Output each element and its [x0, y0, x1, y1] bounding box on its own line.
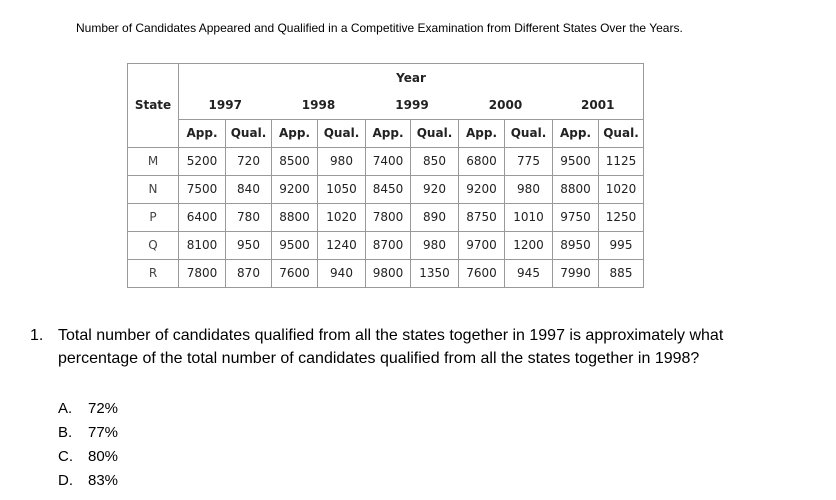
qualified-cell: 950 — [226, 232, 272, 260]
appeared-cell: 8450 — [366, 176, 411, 204]
year-2001-header: 2001 — [553, 92, 644, 120]
appeared-cell: 9500 — [553, 148, 599, 176]
option-text: 72% — [88, 400, 119, 417]
appeared-cell: 5200 — [179, 148, 226, 176]
year-header: Year — [179, 64, 644, 93]
table-header-year-row — [128, 64, 644, 93]
sub-header-qual: Qual. — [226, 120, 272, 148]
qualified-cell: 890 — [411, 204, 459, 232]
state-cell: Q — [128, 232, 179, 260]
qualified-cell: 1010 — [505, 204, 553, 232]
year-1999-header: 1999 — [395, 98, 429, 112]
appeared-cell: 9200 — [272, 176, 318, 204]
option-text: 80% — [88, 448, 119, 465]
qualified-cell: 1240 — [318, 232, 366, 260]
option-letter: D. — [58, 472, 73, 489]
option-d[interactable] — [58, 469, 118, 493]
qualified-cell: 980 — [411, 232, 459, 260]
year-1998-header: 1998 — [301, 98, 336, 112]
qualified-cell: 1350 — [411, 260, 459, 288]
state-cell: P — [128, 204, 179, 232]
qualified-cell: 1200 — [505, 232, 553, 260]
appeared-cell: 6400 — [179, 204, 226, 232]
page-title: Number of Candidates Appeared and Qualified in a Competitive Examination from Different States Over the Years. — [76, 21, 683, 35]
state-header-blank — [128, 64, 179, 93]
qualified-cell: 945 — [505, 260, 553, 288]
appeared-cell: 8100 — [179, 232, 226, 260]
option-b[interactable] — [58, 421, 118, 445]
appeared-cell: 7600 — [459, 260, 505, 288]
qualified-cell: 995 — [599, 232, 644, 260]
appeared-cell: 9800 — [366, 260, 411, 288]
table-row — [128, 176, 644, 204]
state-cell: N — [128, 176, 179, 204]
appeared-cell: 9500 — [272, 232, 318, 260]
appeared-cell: 8750 — [459, 204, 505, 232]
table-row — [128, 260, 644, 288]
sub-header-qual: Qual. — [599, 120, 644, 148]
appeared-cell: 7800 — [366, 204, 411, 232]
state-header: State — [128, 92, 179, 120]
appeared-cell: 9200 — [459, 176, 505, 204]
appeared-cell: 8950 — [553, 232, 599, 260]
qualified-cell: 1020 — [318, 204, 366, 232]
sub-header-app: App. — [179, 120, 226, 148]
sub-header-app: App. — [553, 120, 599, 148]
appeared-cell: 6800 — [459, 148, 505, 176]
question-text: Total number of candidates qualified from all the states together in 1997 is approximately what percentage of the total number of candidates qualified from all the states together in 1998? — [58, 327, 724, 367]
qualified-cell: 920 — [411, 176, 459, 204]
qualified-cell: 1250 — [599, 204, 644, 232]
sub-header-qual: Qual. — [318, 120, 366, 148]
qualified-cell: 980 — [318, 148, 366, 176]
appeared-cell: 9700 — [459, 232, 505, 260]
state-cell: R — [128, 260, 179, 288]
option-a[interactable] — [58, 397, 118, 421]
appeared-cell: 7400 — [366, 148, 411, 176]
state-cell: M — [128, 148, 179, 176]
appeared-cell: 7800 — [179, 260, 226, 288]
appeared-cell: 8500 — [272, 148, 318, 176]
option-text: 77% — [88, 424, 119, 441]
answer-options — [58, 397, 118, 493]
qualified-cell: 980 — [505, 176, 553, 204]
sub-header-app: App. — [366, 120, 411, 148]
table-header-years-row — [128, 92, 644, 120]
qualified-cell: 775 — [505, 148, 553, 176]
appeared-cell: 8700 — [366, 232, 411, 260]
option-letter: A. — [58, 400, 73, 417]
sub-header-qual: Qual. — [505, 120, 553, 148]
appeared-cell: 7500 — [179, 176, 226, 204]
appeared-cell: 9750 — [553, 204, 599, 232]
table-row — [128, 204, 644, 232]
sub-header-app: App. — [459, 120, 505, 148]
table-body — [128, 148, 644, 288]
table-row — [128, 148, 644, 176]
qualified-cell: 870 — [226, 260, 272, 288]
question-number: 1. — [30, 327, 44, 344]
table-row — [128, 232, 644, 260]
qualified-cell: 840 — [226, 176, 272, 204]
sub-header-app: App. — [272, 120, 318, 148]
qualified-cell: 1050 — [318, 176, 366, 204]
table-header-sub-row — [128, 120, 644, 148]
year-1997-header: 1997 — [179, 92, 272, 120]
data-table — [127, 63, 644, 288]
state-header-blank-2 — [128, 120, 179, 148]
option-c[interactable] — [58, 445, 118, 469]
qualified-cell: 1020 — [599, 176, 644, 204]
qualified-cell: 780 — [226, 204, 272, 232]
appeared-cell: 7600 — [272, 260, 318, 288]
appeared-cell: 8800 — [553, 176, 599, 204]
qualified-cell: 940 — [318, 260, 366, 288]
qualified-cell: 720 — [226, 148, 272, 176]
year-2000-header: 2000 — [488, 98, 523, 112]
option-letter: C. — [58, 448, 73, 465]
appeared-cell: 7990 — [553, 260, 599, 288]
qualified-cell: 885 — [599, 260, 644, 288]
qualified-cell: 850 — [411, 148, 459, 176]
appeared-cell: 8800 — [272, 204, 318, 232]
option-text: 83% — [88, 472, 119, 489]
sub-header-qual: Qual. — [411, 120, 459, 148]
qualified-cell: 1125 — [599, 148, 644, 176]
option-letter: B. — [58, 424, 73, 441]
